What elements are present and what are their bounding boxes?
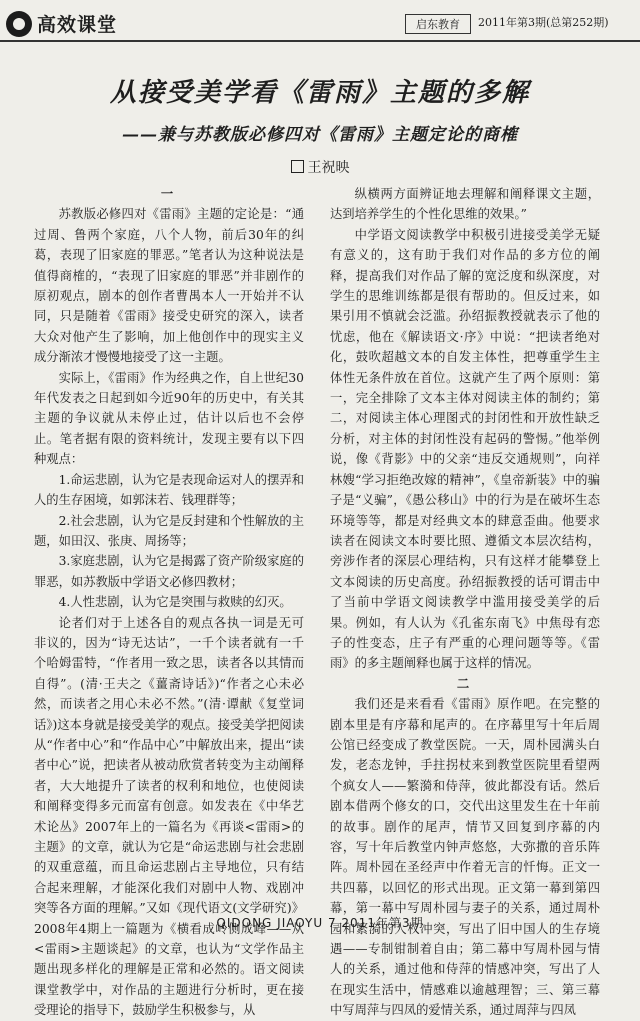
paragraph: 1.命运悲剧，认为它是表现命运对人的摆弄和人的生存困境，如郭沫若、钱理群等； xyxy=(34,472,304,508)
paragraph: 2.社会悲剧，认为它是反封建和个性解放的主题，如田汉、张庚、周扬等； xyxy=(34,513,304,548)
page-footer: QIDONG JIAOYU 7 2011年第3期 xyxy=(216,916,424,930)
author-name: 王祝映 xyxy=(307,160,350,176)
section-heading: 二 xyxy=(456,675,474,691)
paragraph: 4.人性悲剧，认为它是突围与救赎的幻灭。 xyxy=(58,595,292,610)
journal-name: 启东教育 xyxy=(405,14,471,34)
article-title: 从接受美学看《雷雨》主题的多解 xyxy=(109,78,530,108)
right-column xyxy=(330,184,600,1018)
paragraph: 实际上，《雷雨》作为经典之作，自上世纪30年代发表之日起到如今近90年的历史中，有关其主题的争议就从未停止过，估计以后也不会停止。笔者据有限的资料统计，发现主要有以下四种观点： xyxy=(34,370,304,467)
page-header xyxy=(0,0,640,46)
paragraph: 纵横两方面辨证地去理解和阐释课文主题，达到培养学生的个性化思维的效果。” xyxy=(330,187,600,222)
header-divider xyxy=(0,40,640,42)
author-box-icon xyxy=(291,160,304,173)
article-subtitle: ——兼与苏教版必修四对《雷雨》主题定论的商榷 xyxy=(122,125,518,145)
section-heading: 一 xyxy=(160,186,178,201)
section-name: 高效课堂 xyxy=(37,14,118,36)
left-column xyxy=(34,184,304,1018)
paragraph: 中学语文阅读教学中积极引进接受美学无疑有意义的，这有助于我们对作品的多方位的阐释，提高我们对作品了解的宽泛度和纵深度，对学生的思维训练都是很有帮助的。但反过来，如果引用不慎就会泛滥。孙绍振教授就表示了他的忧虑，他在《解读语文·序》中说：“把读者绝对化，鼓吹超越文本的自发主体性，把尊重学生主体性无条件放在首位。这就产生了两个原则：第一，完全排除了文本主体对阅读主体的制约；第二，对阅读主体心理图式的封闭性和开放性缺乏分析，对主体的封闭性没有起码的警惕。”他举例说，像《背影》中的父亲“违反交通规则”，向祥林嫂“学习拒绝改嫁的精神”，《皇帝新装》中的骗子是“义骗”，《愚公移山》中的行为是在破坏生态环境等等，都是对经典文本的肆意歪曲。他要求读者在阅读文本时要比照、遵循文本层次结构，旁涉作者的深层心理结构，只有这样才能攀登上文本阅读的历史高度。孙绍振教授的话可谓击中了当前中学语文阅读教学中滥用接受美学的后果。例如，有人认为《孔雀东南飞》中焦母有恋子的性变态，庄子有严重的心理问题等等。《雷雨》的多主题阐释也属于这样的情况。 xyxy=(330,227,600,671)
paragraph: 我们还是来看看《雷雨》原作吧。在完整的剧本里是有序幕和尾声的。在序幕里写十年后周公馆已经变成了教堂医院。一天，周朴园满头白发，老态龙钟，手拄拐杖来到教堂医院里看望两个疯女人——繁漪和侍萍，彼此都没有话。然后剧本借两个修女的口，交代出这里发生在十年前的故事。剧作的尾声，情节又回复到序幕的内容，写十年后教堂内钟声悠悠，大弥撒的音乐阵阵。周朴园在圣经声中作着无言的忏悔。正文一共四幕，以回忆的形式出现。正文第一幕到第四幕，第一幕中写周朴园与妻子的关系，通过周朴园和繁漪的人权冲突，写出了旧中国人的生存境遇——专制钳制着自由；第二幕中写周朴园与情人的关系，通过他和侍萍的情感冲突，写出了人在现实生活中，情感难以逾越理智；三、第三幕中写周萍与四凤的爱情关系，通过周萍与四凤 xyxy=(330,697,600,1018)
journal-logo xyxy=(6,10,117,37)
article-author xyxy=(0,157,640,177)
paragraph: 3.家庭悲剧，认为它是揭露了资产阶级家庭的罪恶，如苏教版中学语文必修四教材； xyxy=(34,554,304,589)
logo-circle-icon xyxy=(6,11,32,37)
paragraph: 论者们对于上述各自的观点各执一词是无可非议的，因为“诗无达诂”，一千个读者就有一千个哈姆雷特，“作者用一致之思，读者各以其情而自得”。(清·王夫之《薑斋诗话》)“作者之心未必然，而读者之用心未必不然。”(清·谭献《复堂词话》)这本身就是接受美学的观点。接受美学把阅读从“作者中心”和“作品中心”中解放出来，提出“读者中心”说，把读者从被动欣赏者转变为主动阐释者，大大地提升了读者的权利和地位，也使阅读和阐释变得多元而富有创意。如发表在《中华艺术论丛》2007年上的一篇名为《再谈<雷雨>的主题》的文章，就认为它是“命运悲剧与社会悲剧的双重意蕴，而且命运悲剧占主导地位，只有结合起来理解，才能深化我们对剧中人物、戏剧冲突等各方面的理解。”又如《现代语文(文学研究)》2008年4期上一篇题为《横看成岭侧成峰——从<雷雨>主题谈起》的文章，也认为“文学作品主题出现多样化的理解是正常和必然的。语文阅读课堂教学中，对作品的主题进行分析时，更在接受理论的指导下，鼓励学生积极参与，从 xyxy=(34,615,304,1018)
paragraph: 苏教版必修四对《雷雨》主题的定论是：“通过周、鲁两个家庭，八个人物，前后30年的纠葛，表现了旧家庭的罪恶。”笔者认为这种说法是值得商榷的，“表现了旧家庭的罪恶”并非剧作的原初观点，剧本的创作者曹禺本人一开始并不认同，只是随着《雷雨》接受史研究的深入，读者大众对他产生了影响，加上他创作中的现实主义成分渐浓才慢慢地接受了这一主题。 xyxy=(34,207,304,365)
issue-label: 2011年第3期(总第252期) xyxy=(478,16,609,29)
